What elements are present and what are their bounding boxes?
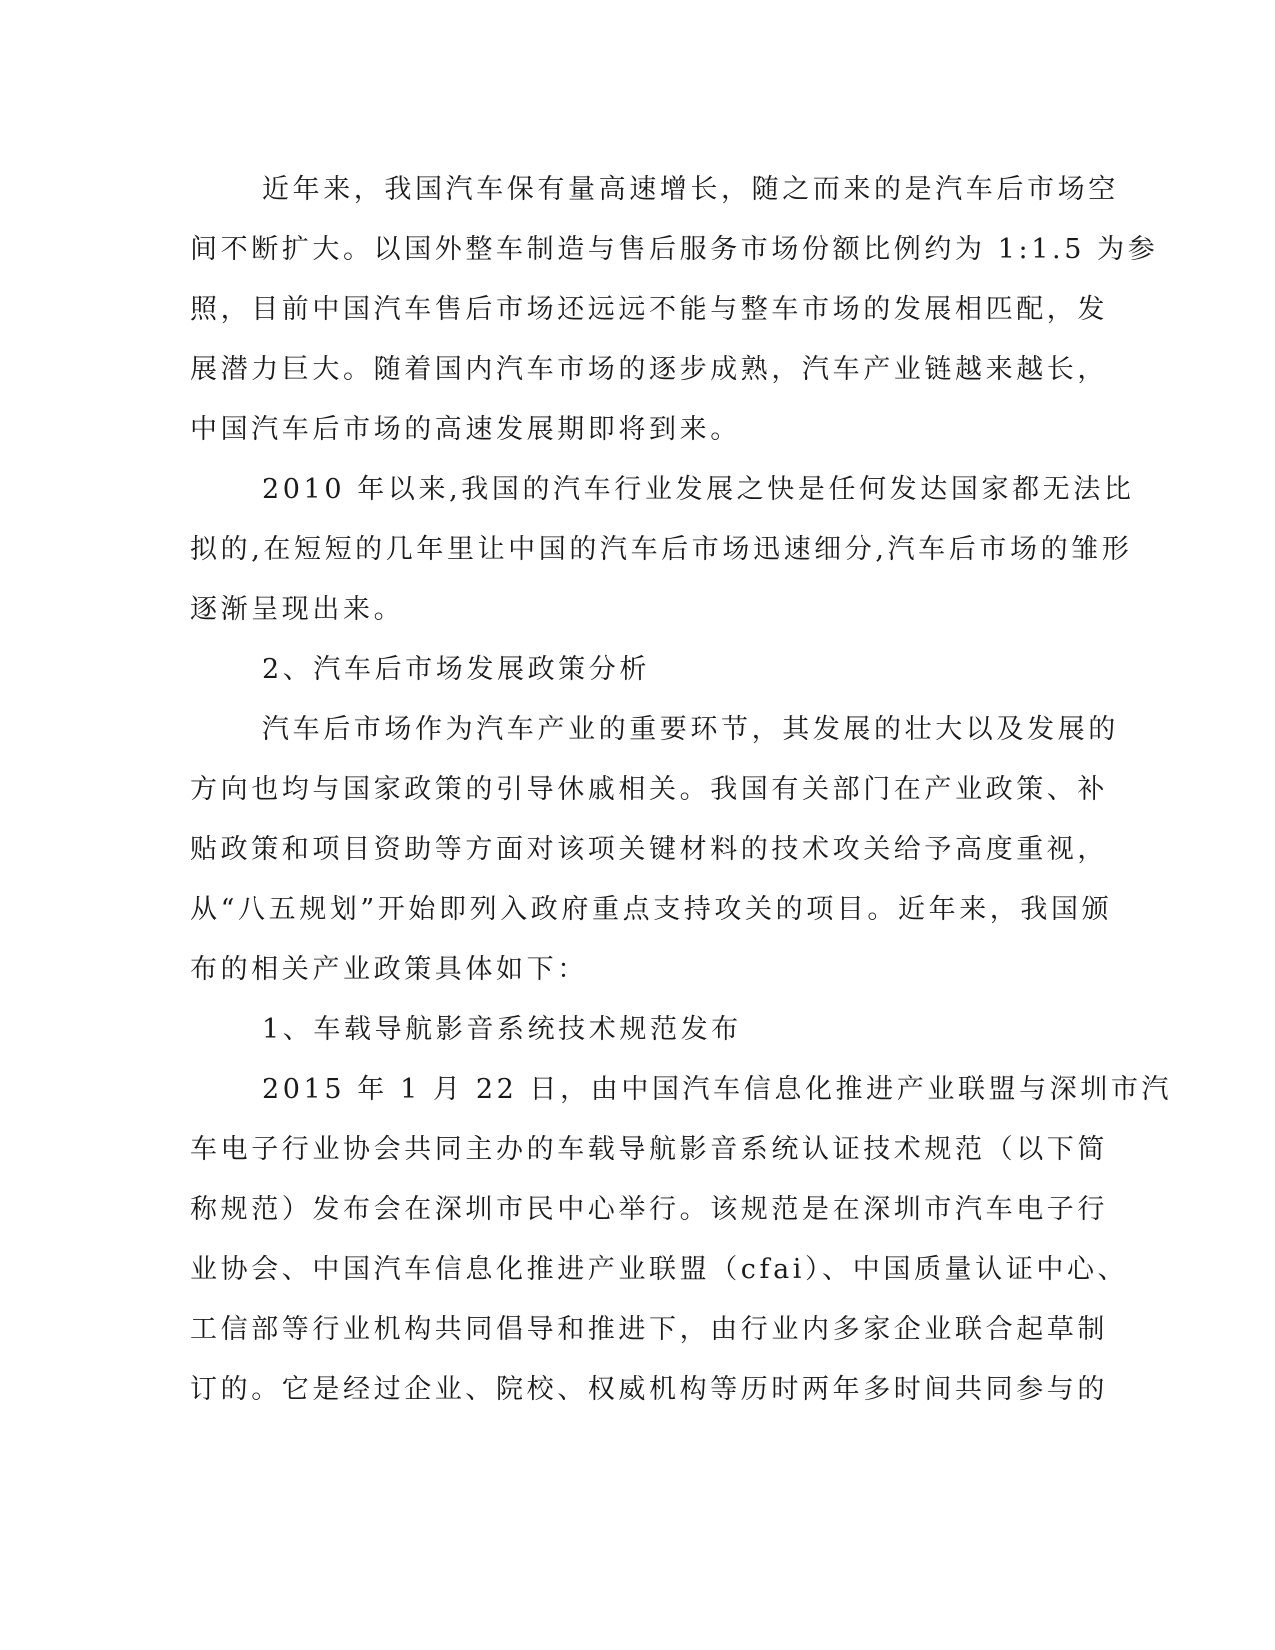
paragraph-3-line-3: 贴政策和项目资助等方面对该项关键材料的技术攻关给予高度重视， [190, 834, 1108, 865]
paragraph-1-line-4: 展潜力巨大。随着国内汽车市场的逐步成熟，汽车产业链越来越长， [190, 354, 1108, 385]
paragraph-2-line-3: 逐渐呈现出来。 [190, 594, 405, 625]
subsection-heading-navigation-standard: 1、车载导航影音系统技术规范发布 [262, 1014, 742, 1045]
section-heading-policy-analysis: 2、汽车后市场发展政策分析 [262, 654, 650, 685]
paragraph-2-line-1: 2010 年以来,我国的汽车行业发展之快是任何发达国家都无法比 [262, 474, 1135, 505]
paragraph-4-line-1: 2015 年 1 月 22 日，由中国汽车信息化推进产业联盟与深圳市汽 [262, 1074, 1173, 1105]
paragraph-3-line-4: 从“八五规划”开始即列入政府重点支持攻关的项目。近年来，我国颁 [190, 894, 1113, 925]
paragraph-3-line-5: 布的相关产业政策具体如下： [190, 954, 588, 985]
paragraph-4-line-2: 车电子行业协会共同主办的车载导航影音系统认证技术规范（以下简 [190, 1134, 1108, 1165]
paragraph-3-line-2: 方向也均与国家政策的引导休戚相关。我国有关部门在产业政策、补 [190, 774, 1108, 805]
paragraph-4-line-6: 订的。它是经过企业、院校、权威机构等历时两年多时间共同参与的 [190, 1374, 1108, 1405]
paragraph-4-line-3: 称规范）发布会在深圳市民中心举行。该规范是在深圳市汽车电子行 [190, 1194, 1108, 1225]
paragraph-1-line-3: 照，目前中国汽车售后市场还远远不能与整车市场的发展相匹配，发 [190, 294, 1108, 325]
paragraph-3-line-1: 汽车后市场作为汽车产业的重要环节，其发展的壮大以及发展的 [262, 714, 1119, 745]
paragraph-2-line-2: 拟的,在短短的几年里让中国的汽车后市场迅速细分,汽车后市场的雏形 [190, 534, 1133, 565]
paragraph-4-line-4: 业协会、中国汽车信息化推进产业联盟（cfai）、中国质量认证中心、 [190, 1254, 1129, 1285]
paragraph-1-line-2: 间不断扩大。以国外整车制造与售后服务市场份额比例约为 1:1.5 为参 [190, 234, 1159, 265]
paragraph-1-line-1: 近年来，我国汽车保有量高速增长，随之而来的是汽车后市场空 [262, 174, 1119, 205]
document-body [190, 160, 1173, 1420]
paragraph-4-line-5: 工信部等行业机构共同倡导和推进下，由行业内多家企业联合起草制 [190, 1314, 1108, 1345]
paragraph-1-line-5: 中国汽车后市场的高速发展期即将到来。 [190, 414, 741, 445]
